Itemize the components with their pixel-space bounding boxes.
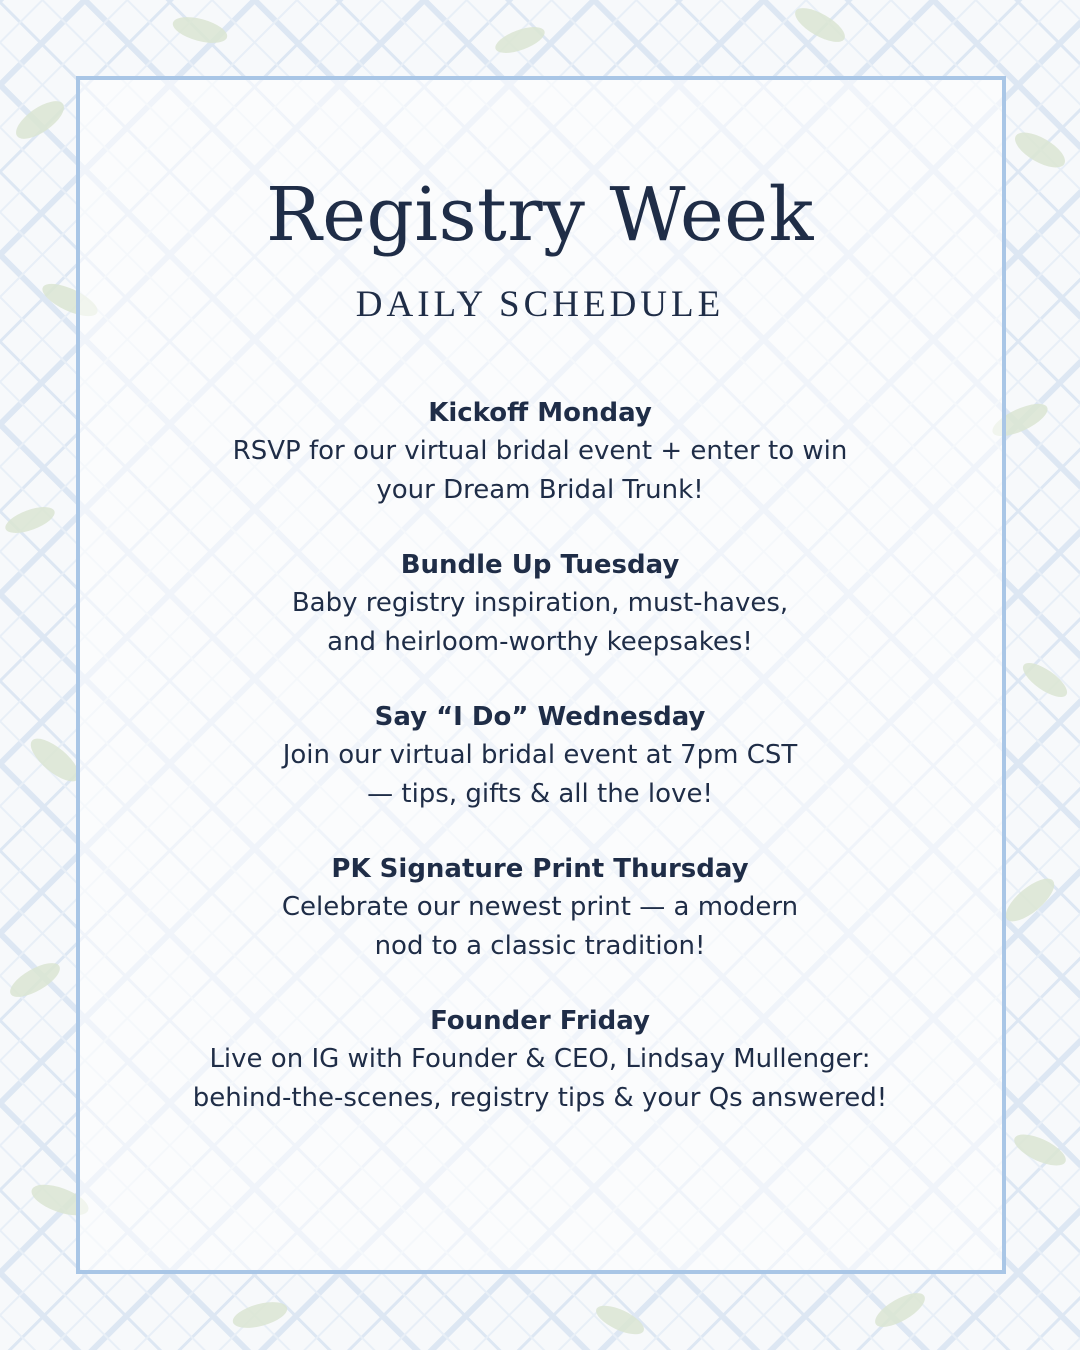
day-description: Join our virtual bridal event at 7pm CST — tips, gifts & all the love!: [282, 740, 798, 809]
schedule-item-tuesday: [0, 546, 1080, 662]
schedule-list: [0, 394, 1080, 1154]
schedule-item-thursday: [0, 850, 1080, 966]
day-title: Say “I Do” Wednesday: [374, 702, 706, 732]
day-title: Bundle Up Tuesday: [400, 550, 680, 580]
day-title: PK Signature Print Thursday: [331, 854, 749, 884]
day-description: Live on IG with Founder & CEO, Lindsay Mullenger: behind-the-scenes, registry tips & your Qs answered!: [192, 1044, 888, 1113]
day-description: RSVP for our virtual bridal event + enter to win your Dream Bridal Trunk!: [232, 436, 848, 505]
schedule-item-wednesday: [0, 698, 1080, 814]
schedule-item-monday: [0, 394, 1080, 510]
day-title: Founder Friday: [430, 1006, 650, 1036]
page-subtitle: DAILY SCHEDULE: [355, 284, 725, 325]
page-title: Registry Week: [266, 172, 814, 258]
day-description: Baby registry inspiration, must-haves, and heirloom-worthy keepsakes!: [291, 588, 789, 657]
day-description: Celebrate our newest print — a modern nod to a classic tradition!: [281, 892, 799, 961]
day-title: Kickoff Monday: [428, 398, 652, 428]
schedule-item-friday: [0, 1002, 1080, 1118]
